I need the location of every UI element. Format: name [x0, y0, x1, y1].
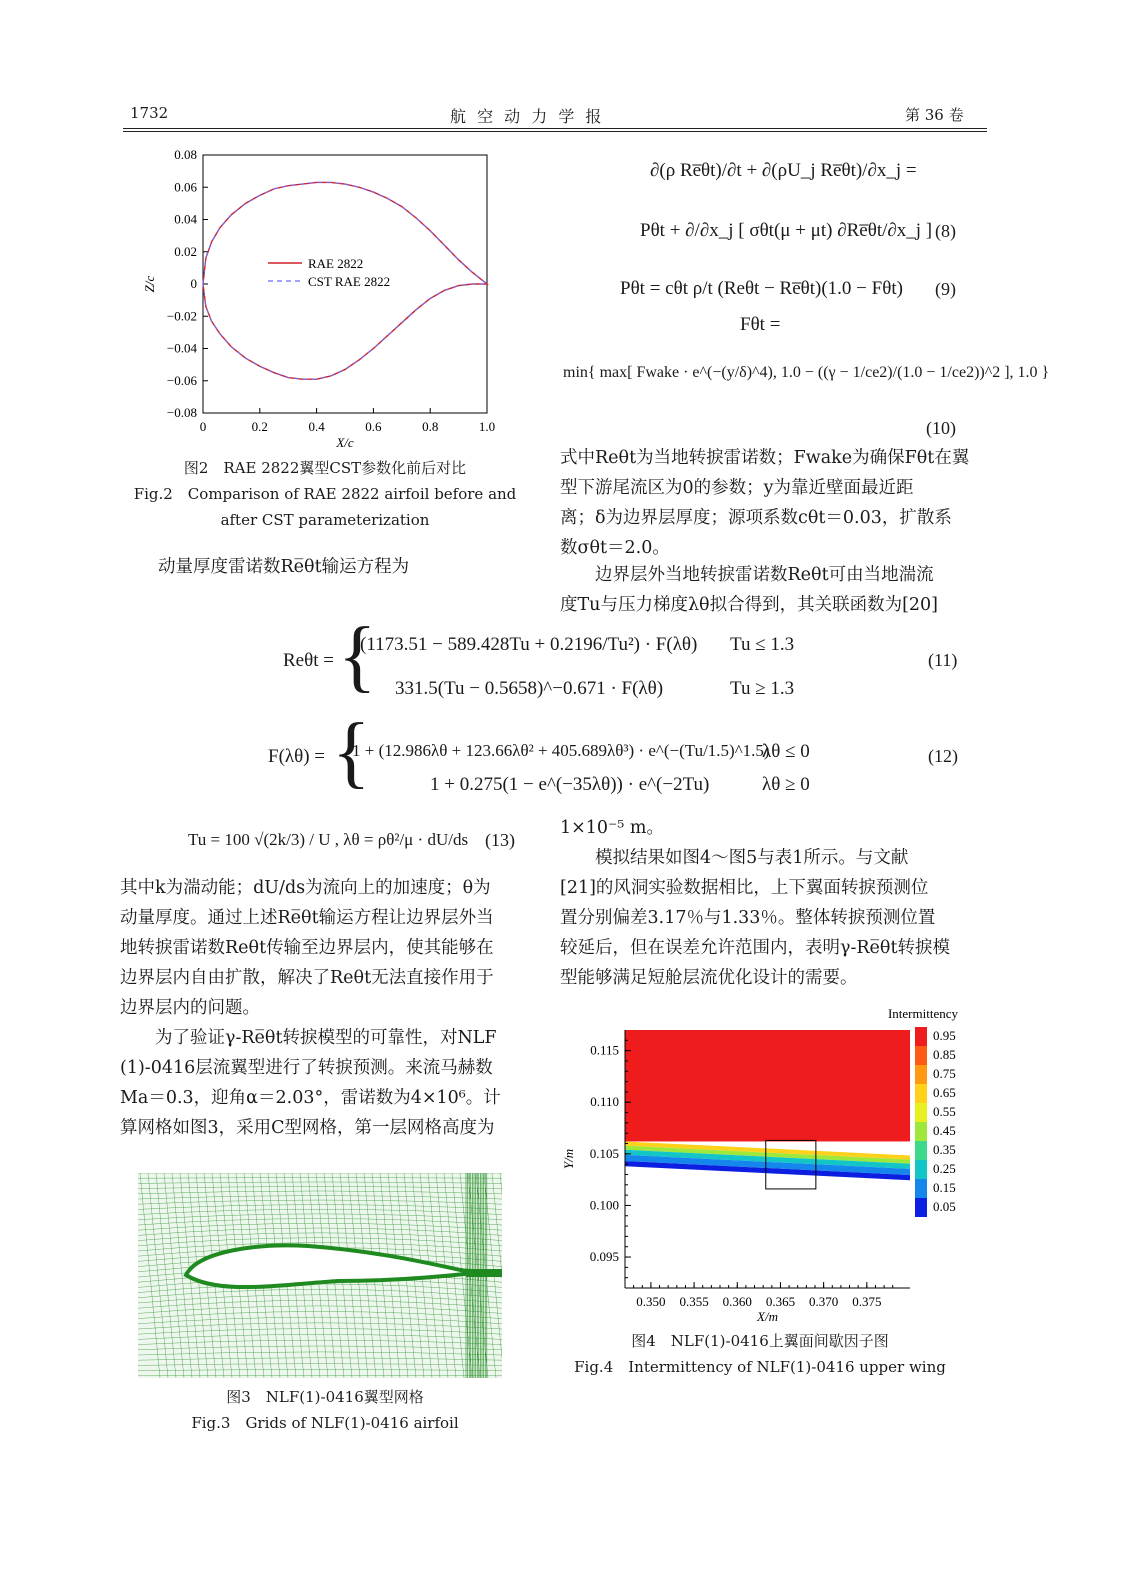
eq11-lhs: Reθt =	[283, 650, 334, 671]
fig2-ylabel: Z/c	[142, 275, 157, 293]
fig4-colorbar-label: 0.05	[933, 1199, 956, 1214]
fig4-colorbar-swatch	[915, 1046, 927, 1065]
fig4-y-tick-label: 0.095	[589, 1249, 619, 1265]
fig2-y-tick-label: 0	[190, 276, 197, 291]
fig2-y-tick-label: −0.08	[166, 405, 197, 420]
fig2-chart	[140, 145, 520, 455]
fig3-caption-en: Fig.3 Grids of NLF(1)-0416 airfoil	[191, 1414, 459, 1432]
fig2-x-tick-label: 0.8	[422, 419, 439, 434]
eq9-number: (9)	[935, 279, 956, 299]
right-text-2	[560, 560, 970, 620]
text-line: 置分别偏差3.17％与1.33％。整体转捩预测位置	[560, 908, 936, 928]
fig3-grid-image	[138, 1173, 502, 1378]
text-line: 其中k为湍动能；dU/ds为流向上的加速度；θ为	[120, 878, 491, 898]
fig4-colorbar-swatch	[915, 1198, 927, 1217]
fig2-caption-cn: 图2 RAE 2822翼型CST参数化前后对比	[183, 459, 467, 477]
fig2-y-tick-label: −0.04	[166, 340, 197, 356]
fig4-region-high	[625, 1030, 910, 1141]
text-line: 算网格如图3，采用C型网格，第一层网格高度为	[120, 1118, 495, 1138]
fig4-x-tick-label: 0.350	[636, 1294, 666, 1309]
text-line: 模拟结果如图4～图5与表1所示。与文献	[560, 848, 909, 868]
right-text-1	[560, 443, 970, 563]
header-rule-2	[123, 131, 987, 132]
fig4-ylabel: Y/m	[561, 1148, 576, 1170]
eq11-cond2: Tu ≥ 1.3	[730, 678, 795, 699]
left-body	[120, 873, 530, 1143]
fig4-colorbar-swatch	[915, 1179, 927, 1198]
fig4-colorbar-label: 0.25	[933, 1161, 956, 1176]
fig4-xlabel: X/m	[757, 1309, 778, 1324]
text-line: 离；δ为边界层厚度；源项系数cθt＝0.03，扩散系	[560, 508, 952, 528]
text-line: 为了验证γ-Re̅θt转捩模型的可靠性，对NLF	[120, 1028, 497, 1048]
text-line: 较延后，但在误差允许范围内，表明γ-Re̅θt转捩模	[560, 938, 950, 958]
eq8-line1: ∂(ρ Re̅θt)/∂t + ∂(ρU_j Re̅θt)/∂x_j =	[650, 160, 917, 181]
fig2-y-tick-label: 0.02	[174, 243, 197, 259]
eq11-cond1: Tu ≤ 1.3	[730, 634, 795, 655]
fig4-colorbar-title: Intermittency	[887, 1006, 958, 1021]
fig4-colorbar-swatch	[915, 1084, 927, 1103]
fig2-x-tick-label: 0	[199, 419, 207, 434]
fig4-y-tick-label: 0.115	[590, 1042, 619, 1058]
text-line: (1)-0416层流翼型进行了转捩预测。来流马赫数	[120, 1058, 493, 1078]
volume-label: 第 36 卷	[905, 106, 964, 124]
eq12-cond1: λθ ≤ 0	[762, 741, 810, 762]
fig2-caption-en-1: Fig.2 Comparison of RAE 2822 airfoil before and	[133, 485, 517, 503]
fig4-x-tick-label: 0.370	[809, 1294, 839, 1309]
fig4-x-tick-label: 0.375	[852, 1294, 882, 1309]
eq10-body: min{ max[ Fwake · e^(−(y/δ)^4), 1.0 − ((γ − 1/ce2)/(1.0 − 1/ce2))^2 ], 1.0 }	[563, 364, 1050, 381]
eq12-case1: 1 + (12.986λθ + 123.66λθ² + 405.689λθ³) · e^(−(Tu/1.5)^1.5)	[352, 741, 770, 760]
text-line: 边界层内自由扩散，解决了Reθt无法直接作用于	[120, 968, 494, 988]
eq12-lhs: F(λθ) =	[268, 746, 325, 767]
fig2-xlabel: X/c	[336, 435, 354, 450]
fig4-colorbar-label: 0.75	[933, 1066, 956, 1081]
fig4-colorbar-label: 0.45	[933, 1123, 956, 1138]
eq13: Tu = 100 √(2k/3) / U , λθ = ρθ²/μ · dU/ds	[188, 830, 469, 849]
fig2-x-tick-label: 1.0	[478, 419, 496, 434]
eq12-case2: 1 + 0.275(1 − e^(−35λθ)) · e^(−2Tu)	[430, 774, 710, 795]
fig4-caption-en: Fig.4 Intermittency of NLF(1)-0416 upper wing	[574, 1358, 946, 1376]
text-line: 型能够满足短舱层流优化设计的需要。	[560, 968, 858, 988]
fig4-y-tick-label: 0.110	[590, 1094, 619, 1110]
intro-line: 动量厚度雷诺数Re̅θt输运方程为	[123, 557, 410, 577]
fig3-caption-cn: 图3 NLF(1)-0416翼型网格	[226, 1388, 424, 1406]
fig4-chart	[555, 1000, 975, 1330]
fig2-legend-label-cst: CST RAE 2822	[308, 274, 391, 289]
text-line: 型下游尾流区为0的参数；y为靠近壁面最近距	[560, 478, 914, 498]
eq10-number: (10)	[926, 418, 956, 438]
fig2-legend-label-rae: RAE 2822	[308, 256, 364, 271]
right-body	[560, 813, 970, 993]
fig2-x-tick-label: 0.6	[365, 419, 382, 434]
fig4-colorbar-label: 0.85	[933, 1047, 956, 1062]
eq11-number: (11)	[928, 650, 958, 670]
eq12-number: (12)	[928, 746, 958, 766]
fig4-x-tick-label: 0.360	[722, 1294, 752, 1309]
fig4-caption-cn: 图4 NLF(1)-0416上翼面间歇因子图	[631, 1332, 889, 1350]
eq12-brace: {	[332, 708, 371, 796]
fig2-x-tick-label: 0.2	[251, 419, 268, 434]
fig4-y-tick-label: 0.105	[589, 1145, 619, 1161]
journal-title: 航 空 动 力 学 报	[450, 107, 605, 126]
eq8-number: (8)	[935, 221, 956, 241]
fig4-colorbar-swatch	[915, 1065, 927, 1084]
fig4-colorbar-label: 0.35	[933, 1142, 956, 1157]
eq11-brace: {	[338, 612, 377, 700]
fig2-y-tick-label: 0.06	[174, 179, 197, 195]
fig4-x-tick-label: 0.365	[765, 1294, 796, 1309]
fig4-colorbar-label: 0.95	[933, 1028, 956, 1043]
text-line: 边界层内的问题。	[120, 998, 260, 1018]
fig4-colorbar-label: 0.15	[933, 1180, 956, 1195]
header-rule	[123, 128, 987, 129]
fig4-colorbar-swatch	[915, 1027, 927, 1046]
text-line: 地转捩雷诺数Reθt传输至边界层内，使其能够在	[120, 938, 494, 958]
fig4-colorbar-swatch	[915, 1122, 927, 1141]
text-line: 式中Reθt为当地转捩雷诺数；Fwake为确保Fθt在翼	[560, 448, 970, 468]
fig2-y-tick-label: −0.02	[166, 308, 197, 324]
fig4-colorbar-swatch	[915, 1160, 927, 1179]
fig2-y-tick-label: −0.06	[166, 372, 197, 388]
text-line: 动量厚度。通过上述Re̅θt输运方程让边界层外当	[120, 908, 494, 928]
fig4-colorbar-label: 0.55	[933, 1104, 956, 1119]
text-line: 边界层外当地转捩雷诺数Reθt可由当地湍流	[560, 565, 934, 585]
fig2-caption-en-2: after CST parameterization	[220, 511, 430, 529]
eq11-case1: (1173.51 − 589.428Tu + 0.2196/Tu²) · F(λθ)	[360, 634, 698, 655]
fig2-y-tick-label: 0.04	[174, 211, 197, 227]
eq13-number: (13)	[485, 830, 515, 850]
eq8-line2: Pθt + ∂/∂x_j [ σθt(μ + μt) ∂Re̅θt/∂x_j ]	[640, 220, 933, 241]
eq11-case2: 331.5(Tu − 0.5658)^−0.671 · F(λθ)	[395, 678, 664, 699]
eq10-lhs: Fθt =	[740, 314, 781, 335]
text-line: 度Tu与压力梯度λθ拟合得到，其关联函数为[20]	[560, 595, 938, 615]
fig4-y-tick-label: 0.100	[589, 1197, 619, 1213]
fig4-x-tick-label: 0.355	[679, 1294, 709, 1309]
text-line: [21]的风洞实验数据相比，上下翼面转捩预测位	[560, 878, 929, 898]
fig2-x-tick-label: 0.4	[308, 419, 325, 434]
eq9-line: Pθt = cθt ρ/t (Reθt − Re̅θt)(1.0 − Fθt)	[620, 278, 903, 299]
fig2-y-tick-label: 0.08	[174, 147, 197, 162]
text-line: 数σθt＝2.0。	[560, 538, 670, 558]
text-line: 1×10⁻⁵ m。	[560, 818, 664, 838]
eq12-cond2: λθ ≥ 0	[762, 774, 810, 795]
page-number: 1732	[130, 104, 169, 122]
fig4-colorbar-swatch	[915, 1103, 927, 1122]
fig4-colorbar-label: 0.65	[933, 1085, 956, 1100]
fig4-colorbar-swatch	[915, 1141, 927, 1160]
text-line: Ma＝0.3，迎角α＝2.03°，雷诺数为4×10⁶。计	[120, 1088, 501, 1108]
